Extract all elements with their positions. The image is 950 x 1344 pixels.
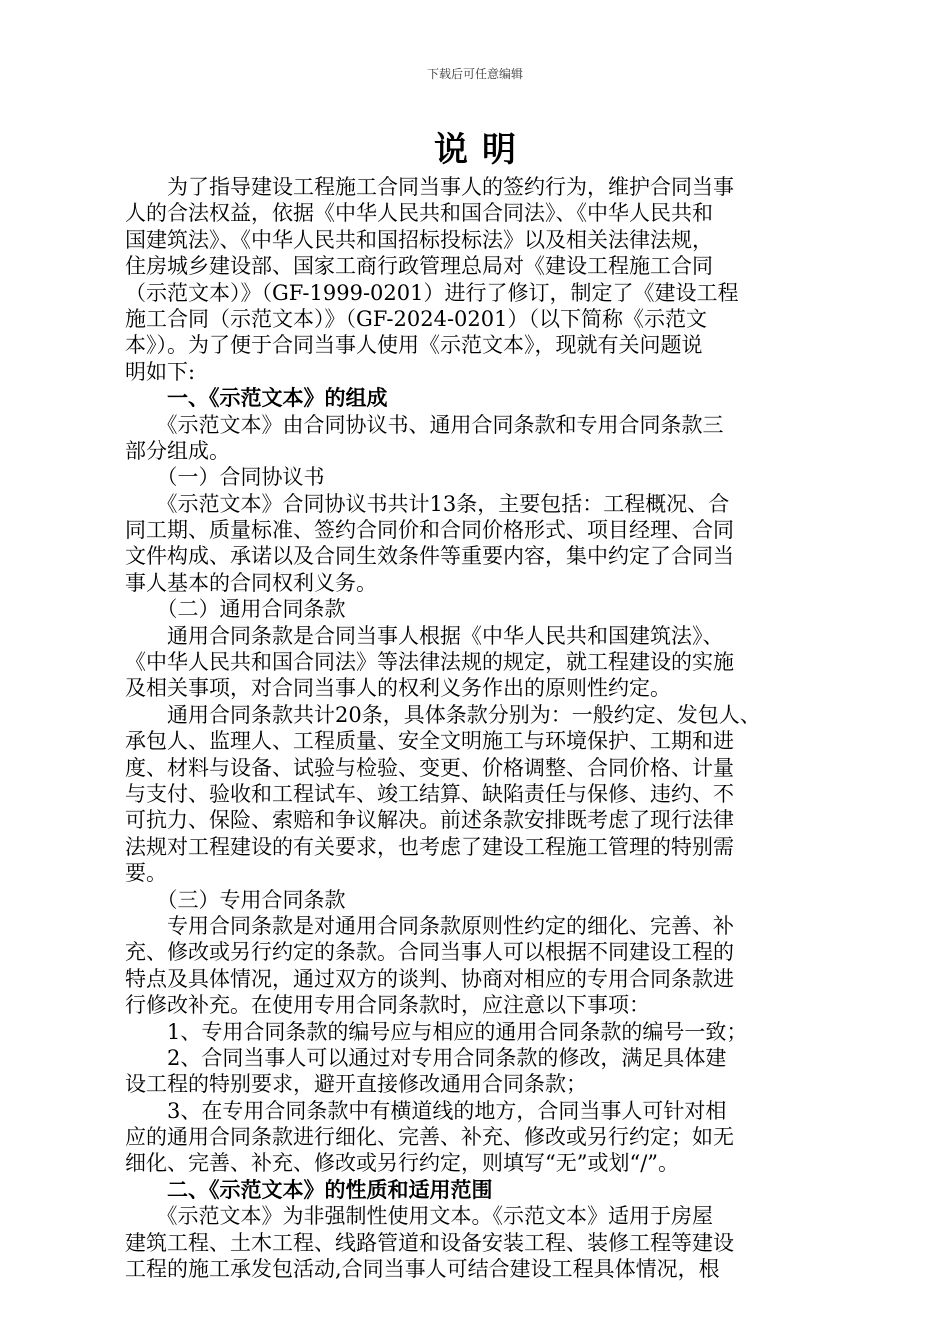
document-title: 说明 bbox=[434, 130, 530, 170]
body-line: 为了指导建设工程施工合同当事人的签约行为，维护合同当事 bbox=[125, 175, 734, 199]
section-heading: 一、《示范文本》的组成 bbox=[125, 385, 388, 411]
body-line: 要。 bbox=[125, 861, 167, 886]
body-line: 法规对工程建设的有关要求，也考虑了建设工程施工管理的特别需 bbox=[125, 834, 734, 859]
body-line: 专用合同条款是对通用合同条款原则性约定的细化、完善、补 bbox=[125, 913, 734, 938]
document-body bbox=[125, 174, 825, 1282]
body-line: 《中华人民共和国合同法》等法律法规的规定，就工程建设的实施 bbox=[125, 650, 734, 675]
body-line: 通用合同条款共计20条，具体条款分别为：一般约定、发包人、 bbox=[125, 702, 761, 727]
body-line: （二）通用合同条款 bbox=[125, 597, 346, 622]
body-line: 《示范文本》为非强制性使用文本。《示范文本》适用于房屋 bbox=[125, 1204, 713, 1229]
body-line: 2、合同当事人可以通过对专用合同条款的修改，满足具体建 bbox=[125, 1045, 727, 1070]
body-line: 《示范文本》合同协议书共计13条，主要包括：工程概况、合 bbox=[125, 491, 730, 516]
body-line: 明如下: bbox=[125, 359, 196, 384]
body-line: 部分组成。 bbox=[125, 438, 230, 463]
body-line: 《示范文本》由合同协议书、通用合同条款和专用合同条款三 bbox=[125, 412, 724, 437]
body-line: 及相关事项，对合同当事人的权利义务作出的原则性约定。 bbox=[125, 676, 671, 701]
body-line: 行修改补充。在使用专用合同条款时，应注意以下事项： bbox=[125, 993, 650, 1018]
body-line: （一）合同协议书 bbox=[125, 465, 325, 490]
body-line: 施工合同（示范文本）》（GF-2024-0201）（以下简称《示范文 bbox=[125, 306, 707, 331]
page-header: 下载后可任意编辑 bbox=[426, 67, 523, 81]
body-line: 3、在专用合同条款中有横道线的地方，合同当事人可针对相 bbox=[125, 1098, 727, 1123]
body-line: （示范文本）》（GF-1999-0201）进行了修订，制定了《建设工程 bbox=[125, 280, 739, 305]
body-line: 住房城乡建设部、国家工商行政管理总局对《建设工程施工合同 bbox=[125, 254, 713, 279]
body-line: 度、材料与设备、试验与检验、变更、价格调整、合同价格、计量 bbox=[125, 755, 734, 780]
body-line: 充、修改或另行约定的条款。合同当事人可以根据不同建设工程的 bbox=[125, 940, 734, 965]
body-line: 与支付、验收和工程试车、竣工结算、缺陷责任与保修、违约、不 bbox=[125, 781, 734, 806]
body-line: 工程的施工承发包活动,合同当事人可结合建设工程具体情况，根 bbox=[125, 1257, 720, 1282]
body-line: 1、专用合同条款的编号应与相应的通用合同条款的编号一致； bbox=[125, 1019, 748, 1044]
body-line: 建筑工程、土木工程、线路管道和设备安装工程、装修工程等建设 bbox=[125, 1230, 734, 1255]
section-heading: 二、《示范文本》的性质和适用范围 bbox=[125, 1176, 493, 1202]
body-line: 同工期、质量标准、签约合同价和合同价格形式、项目经理、合同 bbox=[125, 518, 734, 543]
body-line: 事人基本的合同权利义务。 bbox=[125, 570, 377, 595]
body-line: 国建筑法》、《中华人民共和国招标投标法》以及相关法律法规， bbox=[125, 227, 713, 252]
body-line: 应的通用合同条款进行细化、完善、补充、修改或另行约定；如无 bbox=[125, 1125, 734, 1150]
body-line: 细化、完善、补充、修改或另行约定，则填写“无”或划“/”。 bbox=[125, 1151, 680, 1176]
body-line: 承包人、监理人、工程质量、安全文明施工与环境保护、工期和进 bbox=[125, 729, 734, 754]
body-line: （三）专用合同条款 bbox=[125, 887, 346, 912]
body-line: 可抗力、保险、索赔和争议解决。前述条款安排既考虑了现行法律 bbox=[125, 808, 734, 833]
body-line: 文件构成、承诺以及合同生效条件等重要内容，集中约定了合同当 bbox=[125, 544, 734, 569]
body-line: 本》）。为了便于合同当事人使用《示范文本》，现就有关问题说 bbox=[125, 333, 703, 358]
body-line: 特点及具体情况，通过双方的谈判、协商对相应的专用合同条款进 bbox=[125, 966, 734, 991]
body-line: 人的合法权益，依据《中华人民共和国合同法》、《中华人民共和 bbox=[125, 201, 713, 226]
body-line: 通用合同条款是合同当事人根据《中华人民共和国建筑法》、 bbox=[125, 623, 724, 648]
body-line: 设工程的特别要求，避开直接修改通用合同条款； bbox=[125, 1072, 587, 1097]
